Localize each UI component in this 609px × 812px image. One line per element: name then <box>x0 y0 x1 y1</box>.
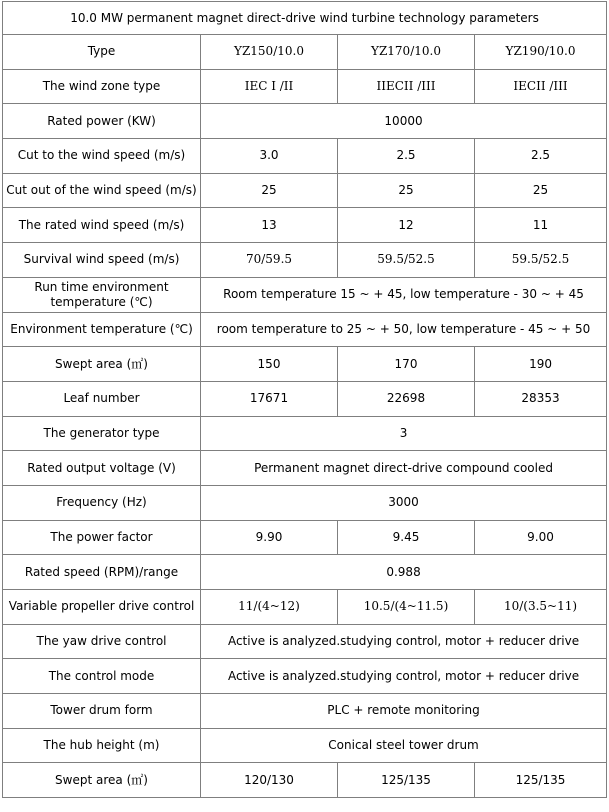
row-label: The hub height (m) <box>3 728 201 763</box>
cell-value: 170 <box>338 347 475 382</box>
cell-value: 28353 <box>475 381 607 416</box>
table-title: 10.0 MW permanent magnet direct-drive wind turbine technology parameters <box>3 2 607 35</box>
row-label: The generator type <box>3 416 201 451</box>
cell-value-merged: room temperature to 25 ~ + 50, low temperature - 45 ~ + 50 <box>201 312 607 347</box>
cell-value: 150 <box>201 347 338 382</box>
cell-value: 59.5/52.5 <box>475 243 607 278</box>
table-row <box>3 555 607 590</box>
spec-table <box>2 1 607 798</box>
table-row <box>3 104 607 139</box>
cell-value: 9.00 <box>475 520 607 555</box>
table-row <box>3 520 607 555</box>
cell-value: IIECII /III <box>338 69 475 104</box>
row-label: Cut to the wind speed (m/s) <box>3 139 201 174</box>
cell-value: 25 <box>201 173 338 208</box>
cell-value: IECII /III <box>475 69 607 104</box>
row-label: Cut out of the wind speed (m/s) <box>3 173 201 208</box>
cell-value: IEC I /II <box>201 69 338 104</box>
cell-value: 12 <box>338 208 475 243</box>
table-row <box>3 243 607 278</box>
cell-value: 25 <box>475 173 607 208</box>
row-label: Survival wind speed (m/s) <box>3 243 201 278</box>
row-label: The control mode <box>3 659 201 694</box>
row-label: Rated speed (RPM)/range <box>3 555 201 590</box>
cell-value-merged: 3000 <box>201 485 607 520</box>
cell-value: YZ150/10.0 <box>201 35 338 70</box>
cell-value: 2.5 <box>475 139 607 174</box>
cell-value-merged: Active is analyzed.studying control, motor + reducer drive <box>201 659 607 694</box>
table-row <box>3 659 607 694</box>
cell-value: 3.0 <box>201 139 338 174</box>
cell-value: 125/135 <box>475 763 607 798</box>
table-row <box>3 624 607 659</box>
cell-value-merged: Conical steel tower drum <box>201 728 607 763</box>
row-label: Run time environment temperature (℃) <box>3 277 201 312</box>
cell-value-merged: Room temperature 15 ~ + 45, low temperature - 30 ~ + 45 <box>201 277 607 312</box>
cell-value: 10.5/(4~11.5) <box>338 590 475 625</box>
cell-value-merged: PLC + remote monitoring <box>201 694 607 729</box>
cell-value: 2.5 <box>338 139 475 174</box>
row-label: Tower drum form <box>3 694 201 729</box>
cell-value: 13 <box>201 208 338 243</box>
cell-value: YZ190/10.0 <box>475 35 607 70</box>
table-row <box>3 277 607 312</box>
row-label: The yaw drive control <box>3 624 201 659</box>
cell-value: 59.5/52.5 <box>338 243 475 278</box>
table-row <box>3 381 607 416</box>
cell-value: 70/59.5 <box>201 243 338 278</box>
row-label: Rated power (KW) <box>3 104 201 139</box>
table-title-row <box>3 2 607 35</box>
table-row <box>3 69 607 104</box>
row-label: Swept area (㎡) <box>3 347 201 382</box>
cell-value-merged: Active is analyzed.studying control, motor + reducer drive <box>201 624 607 659</box>
cell-value-merged: 0.988 <box>201 555 607 590</box>
table-row <box>3 485 607 520</box>
cell-value: 9.90 <box>201 520 338 555</box>
cell-value-merged: 10000 <box>201 104 607 139</box>
table-row <box>3 451 607 486</box>
cell-value: 9.45 <box>338 520 475 555</box>
table-row <box>3 139 607 174</box>
spec-table-container <box>2 1 606 798</box>
cell-value: YZ170/10.0 <box>338 35 475 70</box>
cell-value: 11/(4~12) <box>201 590 338 625</box>
cell-value-merged: 3 <box>201 416 607 451</box>
row-label: Environment temperature (℃) <box>3 312 201 347</box>
row-label: Variable propeller drive control <box>3 590 201 625</box>
table-row <box>3 590 607 625</box>
cell-value: 10/(3.5~11) <box>475 590 607 625</box>
cell-value: 120/130 <box>201 763 338 798</box>
table-row <box>3 728 607 763</box>
table-row <box>3 694 607 729</box>
table-row <box>3 347 607 382</box>
row-label: The rated wind speed (m/s) <box>3 208 201 243</box>
table-row <box>3 35 607 70</box>
cell-value: 22698 <box>338 381 475 416</box>
row-label: The power factor <box>3 520 201 555</box>
cell-value: 17671 <box>201 381 338 416</box>
cell-value: 25 <box>338 173 475 208</box>
row-label: Swept area (㎡) <box>3 763 201 798</box>
row-label: Type <box>3 35 201 70</box>
cell-value: 125/135 <box>338 763 475 798</box>
table-row <box>3 416 607 451</box>
cell-value: 190 <box>475 347 607 382</box>
table-row <box>3 763 607 798</box>
table-row <box>3 312 607 347</box>
table-row <box>3 208 607 243</box>
spec-table-body <box>3 2 607 798</box>
cell-value: 11 <box>475 208 607 243</box>
table-row <box>3 173 607 208</box>
cell-value-merged: Permanent magnet direct-drive compound cooled <box>201 451 607 486</box>
row-label: The wind zone type <box>3 69 201 104</box>
row-label: Rated output voltage (V) <box>3 451 201 486</box>
row-label: Frequency (Hz) <box>3 485 201 520</box>
row-label: Leaf number <box>3 381 201 416</box>
